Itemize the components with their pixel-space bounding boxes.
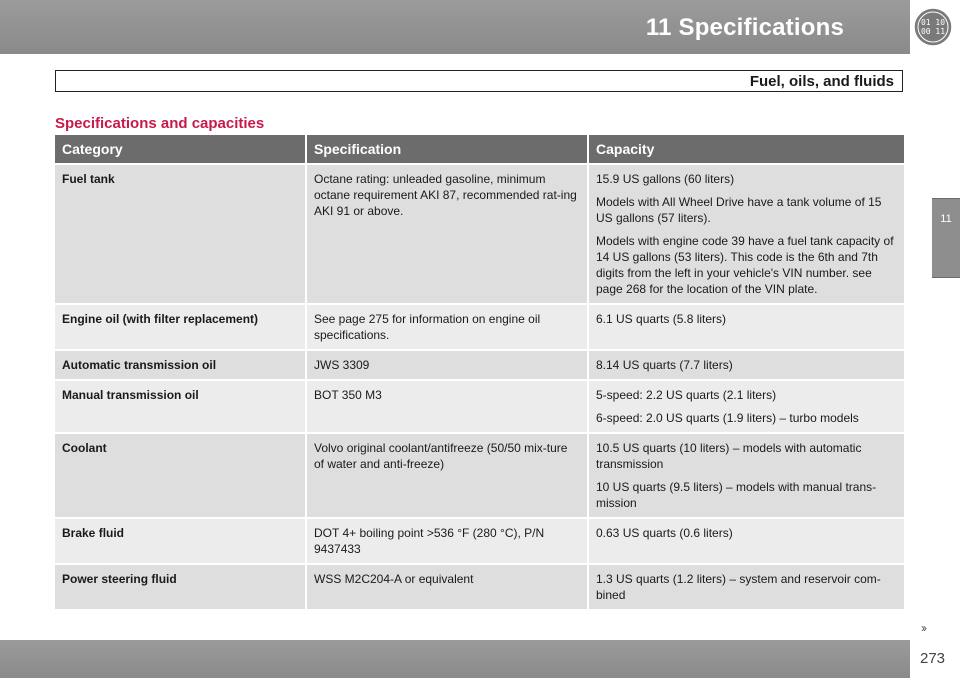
capacity-line: Models with All Wheel Drive have a tank volume of 15 US gallons (57 liters). xyxy=(596,195,882,225)
page-number: 273 xyxy=(920,650,946,667)
category-cell: Fuel tank xyxy=(55,163,307,303)
capacity-line: 5-speed: 2.2 US quarts (2.1 liters) xyxy=(596,388,777,402)
capacity-line: 1.3 US quarts (1.2 liters) – system and reservoir com-bined xyxy=(596,572,881,602)
chapter-tab-label: 11 xyxy=(940,213,952,225)
specification-cell: Volvo original coolant/antifreeze (50/50 mix-ture of water and anti-freeze) xyxy=(307,432,589,517)
specification-cell: DOT 4+ boiling point >536 °F (280 °C), P/N 9437433 xyxy=(307,517,589,563)
category-cell: Engine oil (with filter replacement) xyxy=(55,303,307,349)
svg-text:00 11: 00 11 xyxy=(920,27,946,36)
specification-cell: See page 275 for information on engine oil specifications. xyxy=(307,303,589,349)
capacity-line: 8.14 US quarts (7.7 liters) xyxy=(596,358,733,372)
column-header-capacity: Capacity xyxy=(589,135,904,163)
table-row xyxy=(55,303,904,349)
table-heading: Specifications and capacities xyxy=(55,115,265,132)
capacity-cell xyxy=(589,303,904,349)
table-row xyxy=(55,432,904,517)
table-row xyxy=(55,379,904,432)
capacity-line: 0.63 US quarts (0.6 liters) xyxy=(596,526,733,540)
specification-cell: WSS M2C204-A or equivalent xyxy=(307,563,589,609)
capacity-line: 6.1 US quarts (5.8 liters) xyxy=(596,312,727,326)
category-cell: Power steering fluid xyxy=(55,563,307,609)
table-row xyxy=(55,563,904,609)
category-cell: Coolant xyxy=(55,432,307,517)
capacity-cell xyxy=(589,379,904,432)
chapter-title: 11 Specifications xyxy=(645,14,844,41)
specifications-table xyxy=(55,135,904,609)
table-header-row xyxy=(55,135,904,163)
capacity-line: Models with engine code 39 have a fuel tank capacity of 14 US gallons (53 liters). This code is the 6th and 7th digits from the left in your vehicle's VIN number. see page 268 for the location of the VIN plate. xyxy=(596,234,894,296)
footer-bar xyxy=(0,640,910,678)
chapter-tab[interactable] xyxy=(932,198,960,278)
capacity-cell xyxy=(589,163,904,303)
specification-cell: BOT 350 M3 xyxy=(307,379,589,432)
capacity-cell xyxy=(589,517,904,563)
specification-cell: JWS 3309 xyxy=(307,349,589,379)
column-header-category: Category xyxy=(55,135,307,163)
column-header-specification: Specification xyxy=(307,135,589,163)
category-cell: Manual transmission oil xyxy=(55,379,307,432)
category-cell: Brake fluid xyxy=(55,517,307,563)
capacity-line: 10 US quarts (9.5 liters) – models with manual trans-mission xyxy=(596,480,877,510)
svg-text:01 10: 01 10 xyxy=(920,18,946,27)
capacity-cell xyxy=(589,563,904,609)
header-bar xyxy=(0,0,910,54)
table-row xyxy=(55,163,904,303)
capacity-line: 10.5 US quarts (10 liters) – models with automatic transmission xyxy=(596,441,862,471)
capacity-line: 6-speed: 2.0 US quarts (1.9 liters) – turbo models xyxy=(596,411,859,425)
capacity-cell xyxy=(589,432,904,517)
right-rail xyxy=(910,54,960,639)
continue-marker: ›› xyxy=(921,621,925,635)
category-cell: Automatic transmission oil xyxy=(55,349,307,379)
table-row xyxy=(55,349,904,379)
capacity-cell xyxy=(589,349,904,379)
section-title: Fuel, oils, and fluids xyxy=(749,73,894,90)
capacity-line: 15.9 US gallons (60 liters) xyxy=(596,172,735,186)
table-row xyxy=(55,517,904,563)
section-header xyxy=(55,70,903,92)
specifications-chapter-icon xyxy=(912,6,954,48)
specification-cell: Octane rating: unleaded gasoline, minimum octane requirement AKI 87, recommended rat-ing AKI 91 or above. xyxy=(307,163,589,303)
